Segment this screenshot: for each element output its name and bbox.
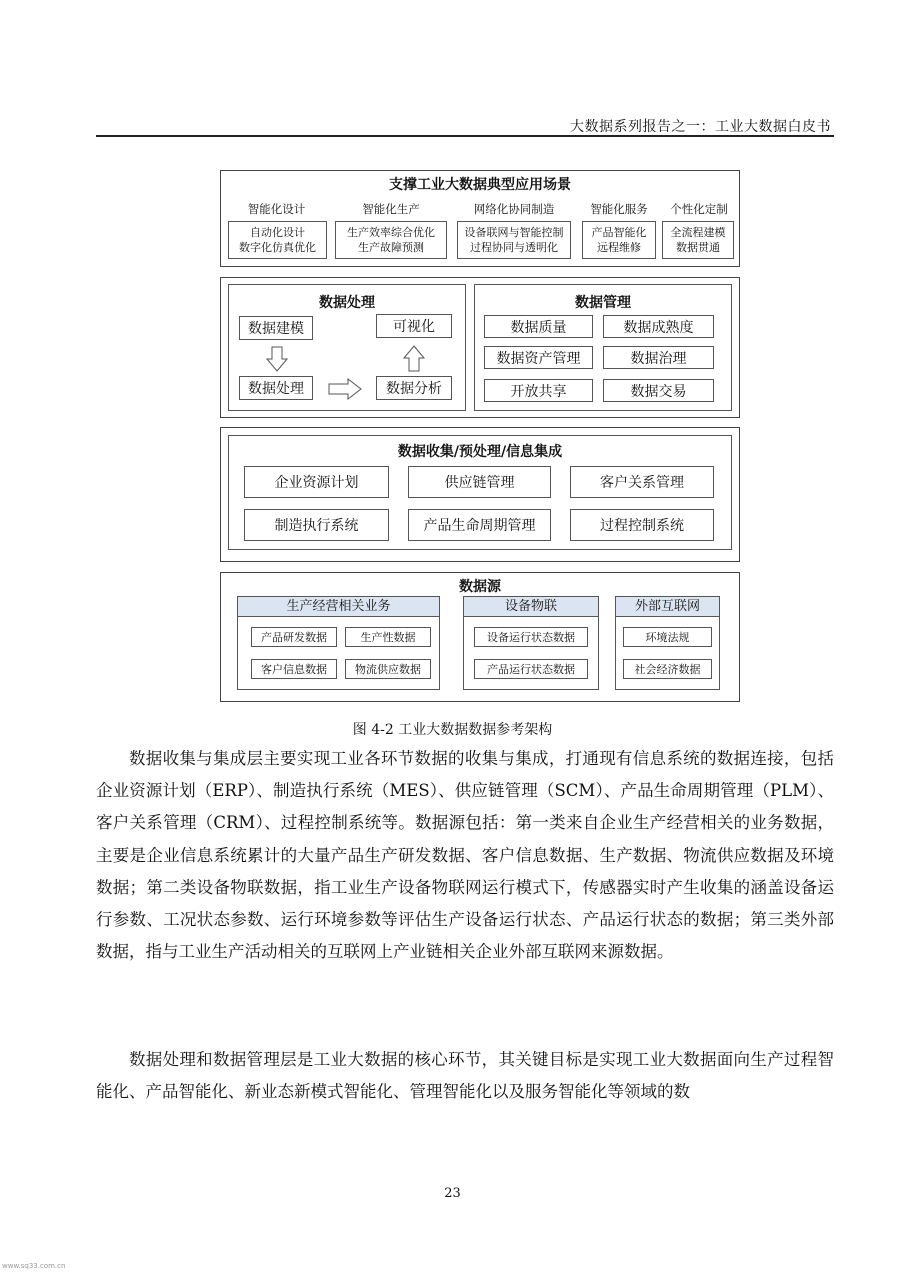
figure-caption: 图 4-2 工业大数据数据参考架构 [352,722,553,738]
management-item: 数据交易 [603,379,714,402]
app-line: 自动化设计 [250,226,305,239]
app-line: 设备联网与智能控制 [464,226,564,239]
page-number: 23 [444,1186,461,1201]
source-item: 社会经济数据 [623,659,712,679]
app-label-customization: 个性化定制 [670,202,728,216]
app-line: 远程维修 [597,241,641,254]
app-box-customization [662,221,734,259]
source-item: 产品运行状态数据 [474,659,588,679]
body-paragraph: 数据处理和数据管理层是工业大数据的核心环节，其关键目标是实现工业大数据面向生产过程智能化、产品智能化、新业态新模式智能化、管理智能化以及服务智能化等领域的数 [96,1050,834,1102]
source-item: 客户信息数据 [251,659,337,679]
app-box-production [335,221,447,259]
visualization-box: 可视化 [376,314,452,338]
app-line: 生产故障预测 [358,241,424,254]
management-item: 数据资产管理 [484,346,593,369]
collection-item: 产品生命周期管理 [408,509,551,541]
app-box-design [228,221,327,259]
source-group-title: 设备物联 [464,597,598,617]
app-label-service: 智能化服务 [590,202,648,216]
source-group-title: 外部互联网 [616,597,719,617]
collection-item: 过程控制系统 [570,509,714,541]
analysis-box: 数据分析 [376,376,452,400]
collection-item: 企业资源计划 [244,466,389,498]
applications-title: 支撑工业大数据典型应用场景 [389,177,571,193]
watermark: www.sq33.com.cn [2,1262,66,1270]
app-line: 过程协同与透明化 [470,241,558,254]
source-item: 环境法规 [623,627,712,647]
processing-title: 数据处理 [319,295,375,311]
management-item: 数据质量 [484,315,593,338]
app-line: 数据贯通 [676,241,720,254]
running-header: 大数据系列报告之一：工业大数据白皮书 [570,119,831,135]
management-item: 数据成熟度 [603,315,714,338]
modeling-box: 数据建模 [239,316,313,340]
management-title: 数据管理 [575,295,631,311]
source-group-title: 生产经营相关业务 [238,597,439,617]
source-item: 产品研发数据 [251,627,337,647]
app-line: 全流程建模 [670,226,726,239]
source-item: 设备运行状态数据 [474,627,588,647]
processing-box: 数据处理 [239,376,313,400]
management-item: 开放共享 [484,379,593,402]
source-item: 物流供应数据 [345,659,431,679]
sources-title: 数据源 [459,579,501,595]
app-line: 生产效率综合优化 [347,226,435,239]
app-label-production: 智能化生产 [362,202,420,216]
app-line: 数字化仿真优化 [239,241,316,254]
arrow-down-icon [266,346,288,372]
app-label-collaboration: 网络化协同制造 [473,202,555,216]
collection-item: 供应链管理 [408,466,551,498]
collection-item: 客户关系管理 [570,466,714,498]
body-paragraph: 数据收集与集成层主要实现工业各环节数据的收集与集成，打通现有信息系统的数据连接，包括企业资源计划（ERP）、制造执行系统（MES）、供应链管理（SCM）、产品生命周期管理（PLM）、客户关系管理（CRM）、过程控制系统等。数据源包括：第一类来自企业生产经营相关的业务数据，主要是企业信息系统累计的大量产品生产研发数据、客户信息数据、生产数据、物流供应数据及环境数据；第二类设备物联数据，指工业生产设备物联网运行模式下，传感器实时产生收集的涵盖设备运行参数、工况状态参数、运行环境参数等评估生产设备运行状态、产品运行状态的数据；第三类外部数据，指与工业生产活动相关的互联网上产业链相关企业外部互联网来源数据。 [96,749,834,962]
app-box-collaboration [457,221,571,259]
source-item: 生产性数据 [345,627,431,647]
collection-item: 制造执行系统 [244,509,389,541]
app-label-design: 智能化设计 [247,202,306,216]
management-item: 数据治理 [603,346,714,369]
collection-title: 数据收集/预处理/信息集成 [397,444,563,460]
arrow-up-icon [403,345,425,372]
app-line: 产品智能化 [591,226,647,239]
arrow-right-icon [328,378,362,400]
app-box-service [582,221,656,259]
